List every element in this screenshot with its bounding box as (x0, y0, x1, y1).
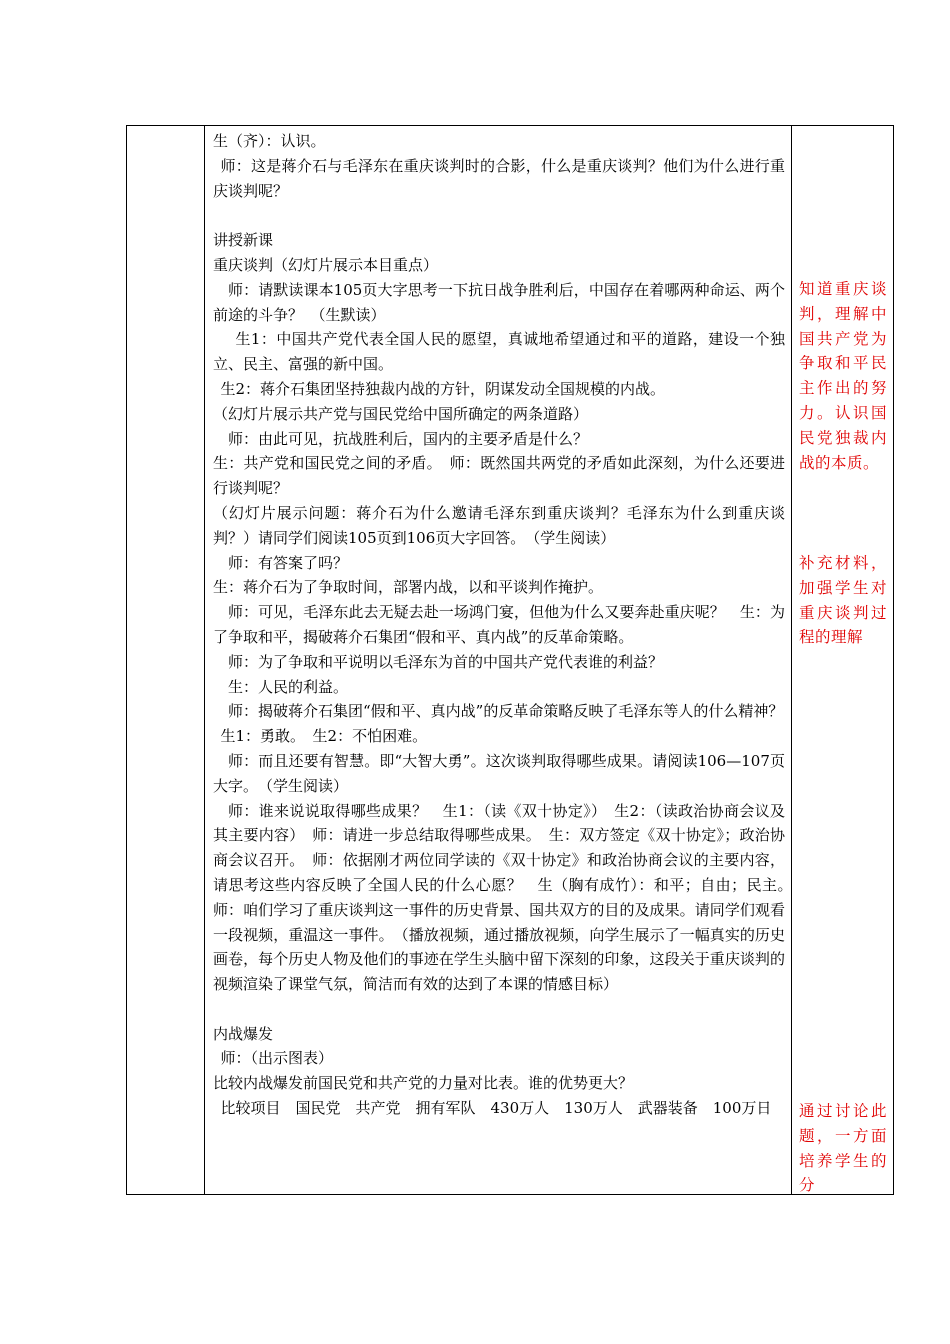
text-para: 师：可见，毛泽东此去无疑去赴一场鸿门宴，但他为什么又要奔赴重庆呢？ 生：为了争取和平，揭破蒋介石集团“假和平、真内战”的反革命策略。 (213, 603, 785, 646)
text-para: 师：有答案了吗？ (228, 553, 349, 572)
text-para: 生：人民的利益。 (228, 677, 349, 696)
text-para: 生2：蒋介石集团坚持独裁内战的方针，阴谋发动全国规模的内战。 (220, 379, 666, 398)
text-line: 师：这是蒋介石与毛泽东在重庆谈判时的合影，什么是重庆谈判？他们为什么进行重庆谈判呢？ (213, 156, 785, 200)
lesson-content (213, 129, 801, 1121)
text-para: 比较项目 国民党 共产党 拥有军队 430万人 130万人 武器装备 100万日 (220, 1099, 772, 1118)
text-para: 师：为了争取和平说明以毛泽东为首的中国共产党代表谁的利益？ (228, 652, 664, 671)
text-para: 比较内战爆发前国民党和共产党的力量对比表。谁的优势更大？ (213, 1074, 634, 1093)
column-divider-2 (791, 126, 792, 1194)
side-note-1: 知道重庆谈判，理解中国共产党为争取和平民主作出的努力。认识国民党独裁内战的本质。 (799, 280, 887, 472)
side-note-2: 补充材料，加强学生对重庆谈判过程的理解 (799, 554, 887, 647)
text-para: 师：而且还要有智慧。即“大智大勇”。这次谈判取得哪些成果。请阅读106—107页大字。 （学生阅读） (213, 751, 785, 795)
section-heading: 讲授新课 (213, 231, 274, 250)
text-para: 生：共产党和国民党之间的矛盾。 师：既然国共两党的矛盾如此深刻，为什么还要进行谈判呢？ (213, 454, 785, 498)
text-para: 师：由此可见，抗战胜利后，国内的主要矛盾是什么？ (228, 429, 589, 448)
column-divider-1 (204, 126, 205, 1194)
lesson-table (126, 125, 894, 1195)
text-para: （幻灯片展示问题：蒋介石为什么邀请毛泽东到重庆谈判？毛泽东为什么到重庆谈判？）请同学们阅读105页到106页大字回答。 （学生阅读） (213, 503, 785, 547)
side-note-3: 通过讨论此题，一方面培养学生的分 (799, 1102, 887, 1195)
text-para: 师：谁来说说取得哪些成果？ 生1：（读《双十协定》） 生2：（读政治协商会议及其主要内容） 师：请进一步总结取得哪些成果。 生：双方签定《双十协定》；政治协商会议召开。 师：依据刚才两位同学读的《双十协定》和政治协商会议的主要内容，请思考这些内容反映了全国人民的什么心愿？ 生（胸有成竹）：和平；自由；民主。 师：咱们学习了重庆谈判这一事件的历史背景、国共双方的目的及成果。请同学们观看一段视频，重温这一事件。 （播放视频，通过播放视频，向学生展示了一幅真实的历史画卷，每个历史人物及他们的事迹在学生头脑中留下深刻的印象，这段关于重庆谈判的视频渲染了课堂气氛，简洁而有效的达到了本课的情感目标） (213, 801, 801, 994)
text-para: （幻灯片展示共产党与国民党给中国所确定的两条道路） (213, 404, 589, 423)
text-para: 师：（出示图表） (220, 1049, 334, 1068)
text-para: 师：揭破蒋介石集团“假和平、真内战”的反革命策略反映了毛泽东等人的什么精神？ (228, 702, 784, 721)
text-para: 生1：中国共产党代表全国人民的愿望，真诚地希望通过和平的道路，建设一个独立、民主、富强的新中国。 (213, 330, 785, 374)
text-para: 生1：勇敢。 生2：不怕困难。 (220, 727, 428, 746)
section-subheading: 重庆谈判（幻灯片展示本目重点） (213, 255, 439, 274)
section-heading: 内战爆发 (213, 1024, 274, 1043)
text-line: 生（齐）：认识。 (213, 132, 326, 150)
text-para: 生：蒋介石为了争取时间，部署内战，以和平谈判作掩护。 (213, 578, 604, 597)
text-para: 师：请默读课本105页大字思考一下抗日战争胜利后，中国存在着哪两种命运、两个前途的斗争？ （生默读） (213, 280, 785, 324)
